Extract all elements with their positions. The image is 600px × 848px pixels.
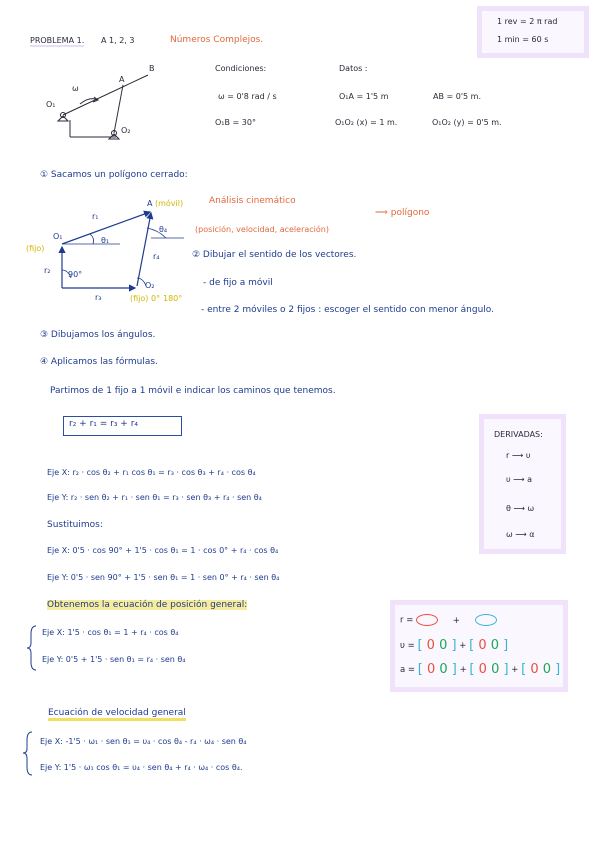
polygon-label-o2-fijo: (fijo) [130,294,149,303]
velocity-axis-x: Eje X: -1'5 · ω₁ · sen θ₁ = υ₄ · cos θ₄ - r₄ · ω₄ · sen θ₄ [40,737,247,746]
step2-bullet-2: - entre 2 móviles o 2 fijos : escoger el sentido con menor ángulo. [201,305,494,315]
diagram1-label-o2: O₂ [121,126,131,135]
analysis-arrow: ⟹ polígono [375,208,430,218]
substitution-axis-y: Eje Y: 0'5 · sen 90° + 1'5 · sen θ₁ = 1 · sen 0° + r₄ · sen θ₄ [47,573,280,582]
polygon-label-180: 180° [163,294,183,303]
substitution-axis-x: Eje X: 0'5 · cos 90° + 1'5 · cos θ₁ = 1 · cos 0° + r₄ · cos θ₄ [47,546,279,555]
derivada-theta-to-omega: θ ⟶ ω [506,504,535,513]
legend-a-label: a = [400,665,416,675]
velocity-title [48,708,186,718]
sustituimos-label: Sustituimos: [47,520,103,530]
derivada-r-to-v: r ⟶ υ [506,451,531,460]
polygon-label-theta1: θ₁ [101,236,110,245]
step1-title: ① Sacamos un polígono cerrado: [40,170,188,180]
problem-label: A 1, 2, 3 [101,36,135,45]
polygon-label-90: 90° [68,270,83,279]
velocity-title-text: Ecuación de velocidad general [48,708,186,721]
conversion-min: 1 min = 60 s [497,35,549,44]
equation-axis-x: Eje X: r₂ · cos θ₂ + r₁ cos θ₁ = r₃ · cos θ₃ + r₄ · cos θ₄ [47,468,256,477]
legend-plus: + [452,615,460,626]
polygon-label-o1: O₁ [53,232,63,241]
position-axis-y: Eje Y: 0'5 + 1'5 · sen θ₁ = r₄ · sen θ₄ [42,655,186,664]
conditions-title: Condiciones: [215,64,267,73]
bracket-blue-icon-5: [ 0 0 ] [521,662,561,677]
datos-title: Datos : [339,64,368,73]
polygon-label-a: A [147,199,153,208]
velocity-axis-y: Eje Y: 1'5 · ω₁ cos θ₁ = υ₄ · sen θ₄ + r₄ · ω₄ · cos θ₄. [40,763,243,772]
diagram1-label-a: A [119,75,125,84]
polygon-label-r4: r₄ [153,252,160,261]
position-axis-x: Eje X: 1'5 · cos θ₁ = 1 + r₄ · cos θ₄ [42,628,179,637]
bracket-blue-icon-2: [ 0 0 ] [469,638,509,653]
derivadas-title: DERIVADAS: [494,430,543,439]
polygon-label-r3: r₃ [95,293,102,302]
polygon-label-o1-fijo: (fijo) [26,244,45,253]
polygon-label-a-movil: (móvil) [155,199,184,208]
polygon-label-0: 0° [151,294,161,303]
polygon-label-r2: r₂ [44,266,51,275]
bracket-blue-icon-3: [ 0 0 ] [417,662,457,677]
polygon-label-theta4: θ₄ [159,225,168,234]
bracket-blue-icon-4: [ 0 0 ] [469,662,509,677]
problem-number: PROBLEMA 1. [30,36,85,45]
obtenemos-text: Obtenemos la ecuación de posición general: [47,600,248,610]
partimos-text: Partimos de 1 fijo a 1 móvil e indicar los caminos que tenemos. [50,386,336,396]
conversion-rev: 1 rev = 2 π rad [497,17,558,26]
legend-row-r [400,614,497,626]
datos-o1a: O₁A = 1'5 m [339,92,389,101]
condition-omega: ω = 0'8 rad / s [218,92,277,101]
page-title: Números Complejos. [170,35,264,45]
legend-row-v: υ = [ 0 0 ] + [ 0 0 ] [400,638,509,653]
datos-ab: AB = 0'5 m. [433,92,482,101]
analysis-subtitle: (posición, velocidad, aceleración) [195,225,329,234]
step4-title: ④ Aplicamos las fórmulas. [40,357,158,367]
derivada-omega-to-alpha: ω ⟶ α [506,530,535,539]
datos-o1o2y: O₁O₂ (y) = 0'5 m. [432,118,502,127]
condition-angle: O₁B = 30° [215,118,256,127]
legend-v-label: υ = [400,641,415,651]
polygon-label-r1: r₁ [92,212,99,221]
bracket-blue-icon: [ 0 0 ] [417,638,457,653]
loop-equation: r₂ + r₁ = r₃ + r₄ [69,419,139,429]
equation-axis-y: Eje Y: r₂ · sen θ₂ + r₁ · sen θ₁ = r₃ · sen θ₃ + r₄ · sen θ₄ [47,493,262,502]
polygon-label-o2: O₂ [145,281,155,290]
legend-row-a: a = [ 0 0 ] + [ 0 0 ] + [ 0 0 ] [400,662,561,677]
cyan-oval-icon [475,614,497,626]
diagram1-label-omega: ω [72,84,79,93]
diagram1-label-o1: O₁ [46,100,56,109]
red-oval-icon [416,614,438,626]
legend-r-label: r = [400,615,414,626]
step3-title: ③ Dibujamos los ángulos. [40,330,156,340]
analysis-title: Análisis cinemático [209,196,296,206]
step2-bullet-1: - de fijo a móvil [203,278,273,288]
diagram1-label-b: B [149,64,155,73]
derivada-v-to-a: υ ⟶ a [506,475,533,484]
datos-o1o2x: O₁O₂ (x) = 1 m. [335,118,398,127]
step2-title: ② Dibujar el sentido de los vectores. [192,250,357,260]
